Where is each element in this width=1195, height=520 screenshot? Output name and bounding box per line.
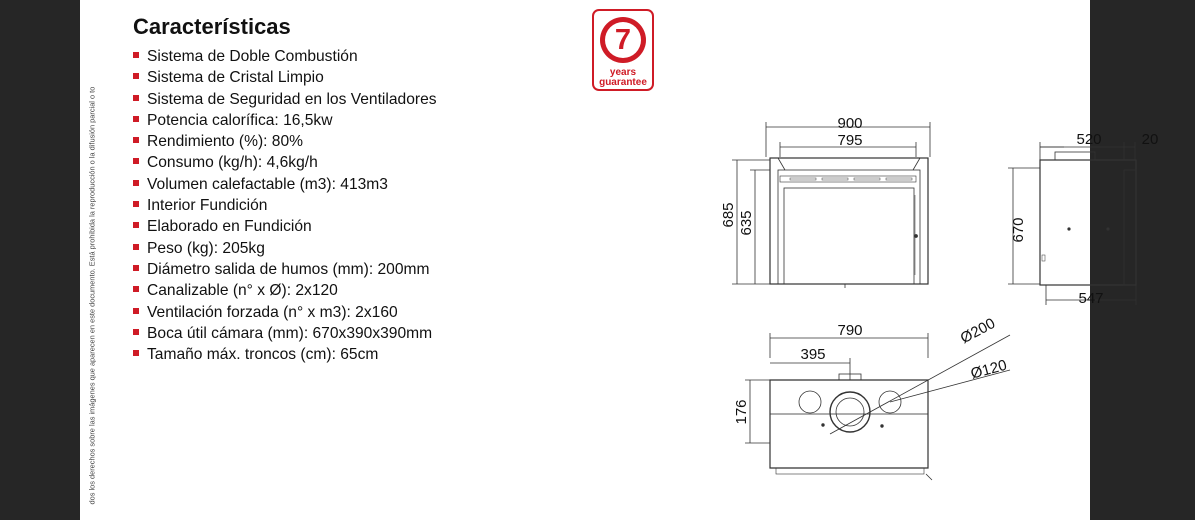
guarantee-badge	[592, 9, 654, 91]
side-offset-label: 20	[1141, 131, 1159, 148]
list-item: Canalizable (n° x Ø): 2x120	[133, 280, 437, 301]
list-item: Peso (kg): 205kg	[133, 238, 437, 259]
front-inner-width-label: 795	[837, 132, 863, 149]
guarantee-label: guarantee	[599, 77, 647, 88]
top-half-width-label: 395	[800, 346, 826, 363]
features-list	[133, 46, 437, 365]
side-depth-label: 520	[1076, 131, 1102, 148]
top-width-label: 790	[837, 322, 863, 339]
duct-diameter-label: Ø120	[968, 356, 1009, 383]
guarantee-seal-icon	[600, 17, 646, 63]
list-item: Sistema de Doble Combustión	[133, 46, 437, 67]
technical-drawings	[710, 100, 1159, 510]
list-item: Ventilación forzada (n° x m3): 2x160	[133, 302, 437, 323]
front-inner-height-label: 635	[738, 210, 755, 236]
top-depth-label: 176	[733, 399, 750, 425]
front-outer-width-label: 900	[837, 115, 863, 132]
list-item: Sistema de Seguridad en los Ventiladores	[133, 89, 437, 110]
side-bottom-depth-label: 547	[1078, 290, 1104, 307]
top-view-drawing	[733, 315, 1010, 480]
list-item: Consumo (kg/h): 4,6kg/h	[133, 152, 437, 173]
document-page	[80, 0, 1159, 520]
list-item: Interior Fundición	[133, 195, 437, 216]
front-view-drawing	[720, 115, 930, 288]
list-item: Volumen calefactable (m3): 413m3	[133, 174, 437, 195]
list-item: Tamaño máx. troncos (cm): 65cm	[133, 344, 437, 365]
list-item: Sistema de Cristal Limpio	[133, 67, 437, 88]
front-outer-height-label: 685	[720, 202, 737, 228]
guarantee-years-number: 7	[614, 24, 632, 56]
guarantee-years-label: years	[609, 67, 637, 78]
list-item: Diámetro salida de humos (mm): 200mm	[133, 259, 437, 280]
list-item: Elaborado en Fundición	[133, 216, 437, 237]
list-item: Potencia calorífica: 16,5kw	[133, 110, 437, 131]
copyright-sidebar-text: dos los derechos sobre las imágenes que aparecen en este documento. Está prohibida la reproducción o la difusión parcial o to	[87, 86, 97, 505]
flue-diameter-label: Ø200	[957, 314, 999, 348]
side-height-label: 670	[1010, 217, 1027, 243]
list-item: Rendimiento (%): 80%	[133, 131, 437, 152]
page-title: Características	[133, 14, 291, 39]
side-view-drawing	[1008, 131, 1158, 307]
list-item: Boca útil cámara (mm): 670x390x390mm	[133, 323, 437, 344]
